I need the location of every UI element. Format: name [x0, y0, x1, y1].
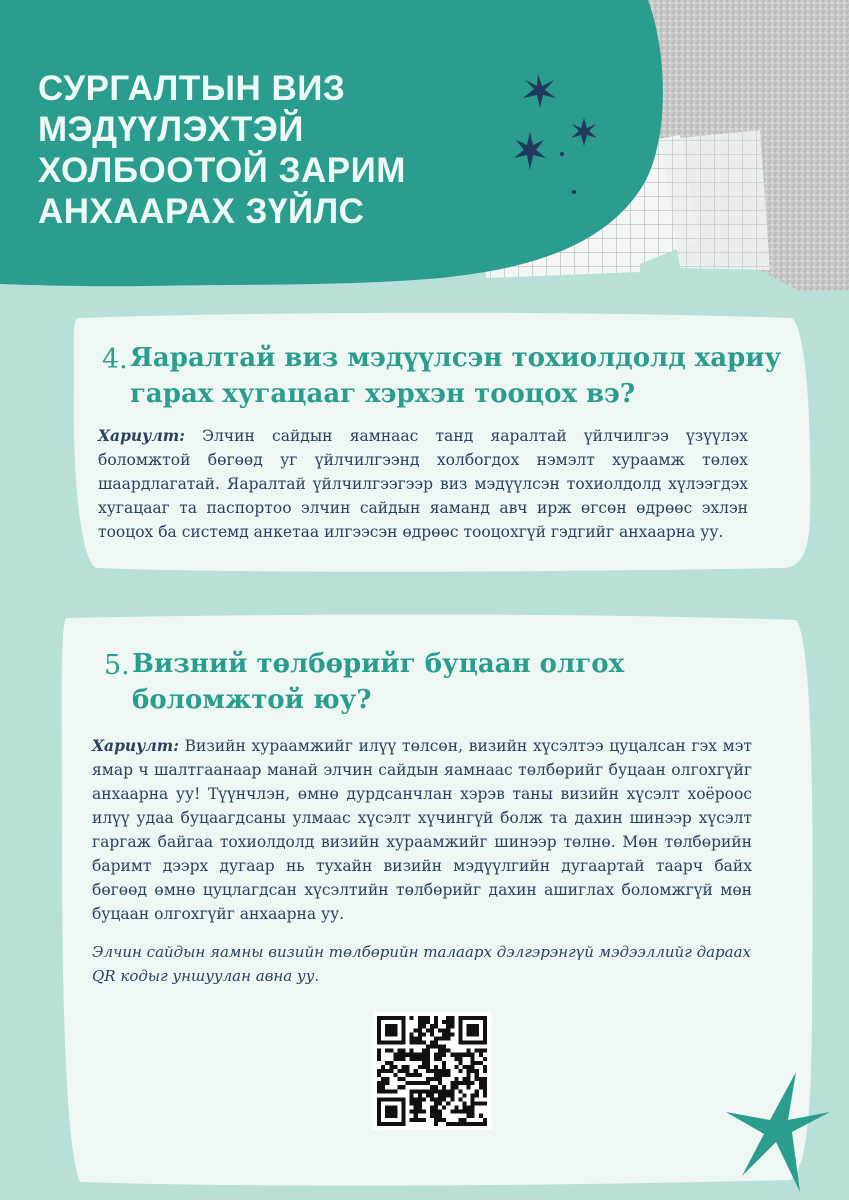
answer-label: Хариулт:	[98, 426, 185, 445]
page-title: СУРГАЛТЫН ВИЗ МЭДҮҮЛЭХТЭЙ ХОЛБООТОЙ ЗАРИМ АНХААРАХ ЗҮЙЛС	[38, 69, 406, 231]
question-number: 4.	[102, 344, 128, 375]
answer-text: Визийн хураамжийг илүү төлсөн, визийн хүсэлтээ цуцалсан гэх мэт ямар ч шалтгаанаар манай элчин сайдын яамнаас төлбөрийг буцаан олгохгүйг анхаарна уу! Түүнчлэн, өмнө дурдсанчлан хэрэв таны визийн хүсэлт хоёроос илүү удаа буцаагдсаны улмаас хүсэлт хүчингүй болж та дахин шинээр хүсэлт гаргаж байгаа тохиолдолд визийн хураамжийг шинээр төлнө. Мөн төлбөрийн баримт дээрх дугаар нь тухайн визийн мэдүүлгийн дугаартай таарч байх бөгөөд өмнө цуцлагдсан хүсэлтийн төлбөрийг дахин ашиглах боломжгүй мөн буцаан олгохгүйг анхаарна уу.	[92, 737, 752, 923]
qr-code[interactable]	[373, 1012, 491, 1130]
question-heading: Яаралтай виз мэдүүлсэн тохиолдолд хариу гарах хугацааг хэрхэн тооцох вэ?	[130, 343, 782, 409]
answer-label: Хариулт:	[92, 736, 179, 755]
answer-text: Элчин сайдын яамнаас танд яаралтай үйлчилгээ үзүүлэх боломжтой бөгөөд уг үйлчилгээнд холбогдох нэмэлт хураамж төлөх шаардлагатай. Яаралтай үйлчилгээгээр виз мэдүүлсэн тохиолдолд хүлээгдэх хугацааг та паспортоо элчин сайдын яаманд авч ирж өгсөн өдрөөс эхлэн тооцох ба системд анкетаа илгээсэн өдрөөс тооцохгүй гэдгийг анхаарна уу.	[98, 427, 748, 541]
question-number: 5.	[104, 650, 130, 681]
answer-paragraph	[92, 734, 752, 926]
question-heading: Визний төлбөрийг буцаан олгох боломжтой юу?	[132, 649, 625, 715]
qr-instruction: Элчин сайдын яамны визийн төлбөрийн талаарх дэлгэрэнгүй мэдээллийг дараах QR кодыг уншуулан авна уу.	[92, 943, 751, 985]
